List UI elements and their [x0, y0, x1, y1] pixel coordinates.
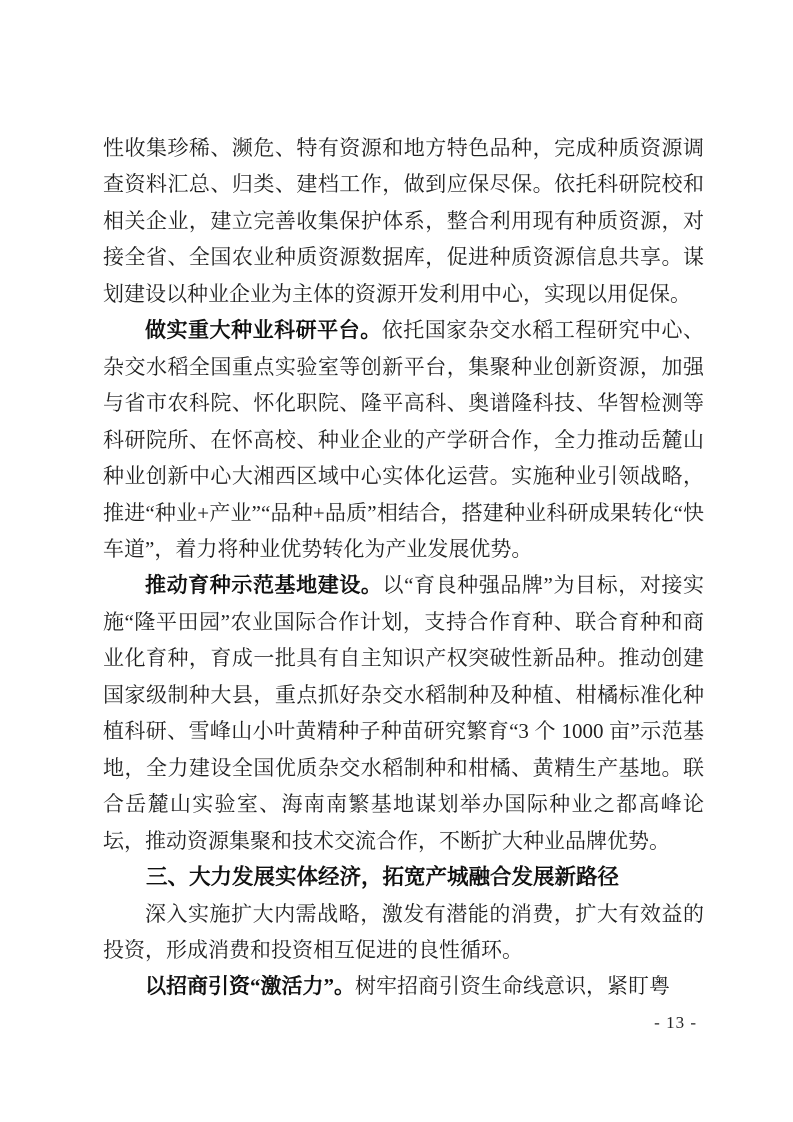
paragraph-text: 依托国家杂交水稻工程研究中心、杂交水稻全国重点实验室等创新平台，集聚种业创新资源，加强与省市农科院、怀化职院、隆平高科、奥谱隆科技、华智检测等科研院所、在怀高校、种业企业的产学研合作，全力推动岳麓山种业创新中心大湘西区域中心实体化运营。实施种业引领战略，推进“种业+产业”“品种+品质”相结合，搭建种业科研成果转化“快车道”，着力将种业优势转化为产业发展优势。 — [103, 318, 705, 561]
paragraph — [103, 968, 704, 1004]
section-heading-text: 三、大力发展实体经济，拓宽产城融合发展新路径 — [146, 865, 620, 890]
paragraph — [103, 130, 704, 312]
page-number: - 13 - — [654, 1013, 697, 1032]
section-heading — [103, 859, 704, 895]
paragraph — [103, 312, 704, 567]
paragraph-text: 以“育良种强品牌”为目标，对接实施“隆平田园”农业国际合作计划，支持合作育种、联合育种和商业化育种，育成一批具有自主知识产权突破性新品种。推动创建国家级制种大县，重点抓好杂交水稻制种及种植、柑橘标准化种植科研、雪峰山小叶黄精种子种苗研究繁育“3 个 1000 亩”示范基地，全力建设全国优质杂交水稻制种和柑橘、黄精生产基地。联合岳麓山实验室、海南南繁基地谋划举办国际种业之都高峰论坛，推动资源集聚和技术交流合作，不断扩大种业品牌优势。 — [103, 573, 705, 853]
paragraph — [103, 567, 704, 859]
paragraph-text: 性收集珍稀、濒危、特有资源和地方特色品种，完成种质资源调查资料汇总、归类、建档工作，做到应保尽保。依托科研院校和相关企业，建立完善收集保护体系，整合利用现有种质资源，对接全省、全国农业种质资源数据库，促进种质资源信息共享。谋划建设以种业企业为主体的资源开发利用中心，实现以用促保。 — [103, 136, 704, 306]
paragraph-lead: 以招商引资“激活力”。 — [145, 974, 355, 999]
paragraph — [103, 896, 704, 969]
paragraph-text: 深入实施扩大内需战略，激发有潜能的消费，扩大有效益的投资，形成消费和投资相互促进的良性循环。 — [103, 901, 704, 962]
document-body — [103, 130, 704, 1005]
paragraph-lead: 推动育种示范基地建设。 — [145, 573, 383, 598]
paragraph-lead: 做实重大种业科研平台。 — [145, 318, 382, 343]
paragraph-text: 树牢招商引资生命线意识，紧盯粤 — [355, 974, 670, 999]
